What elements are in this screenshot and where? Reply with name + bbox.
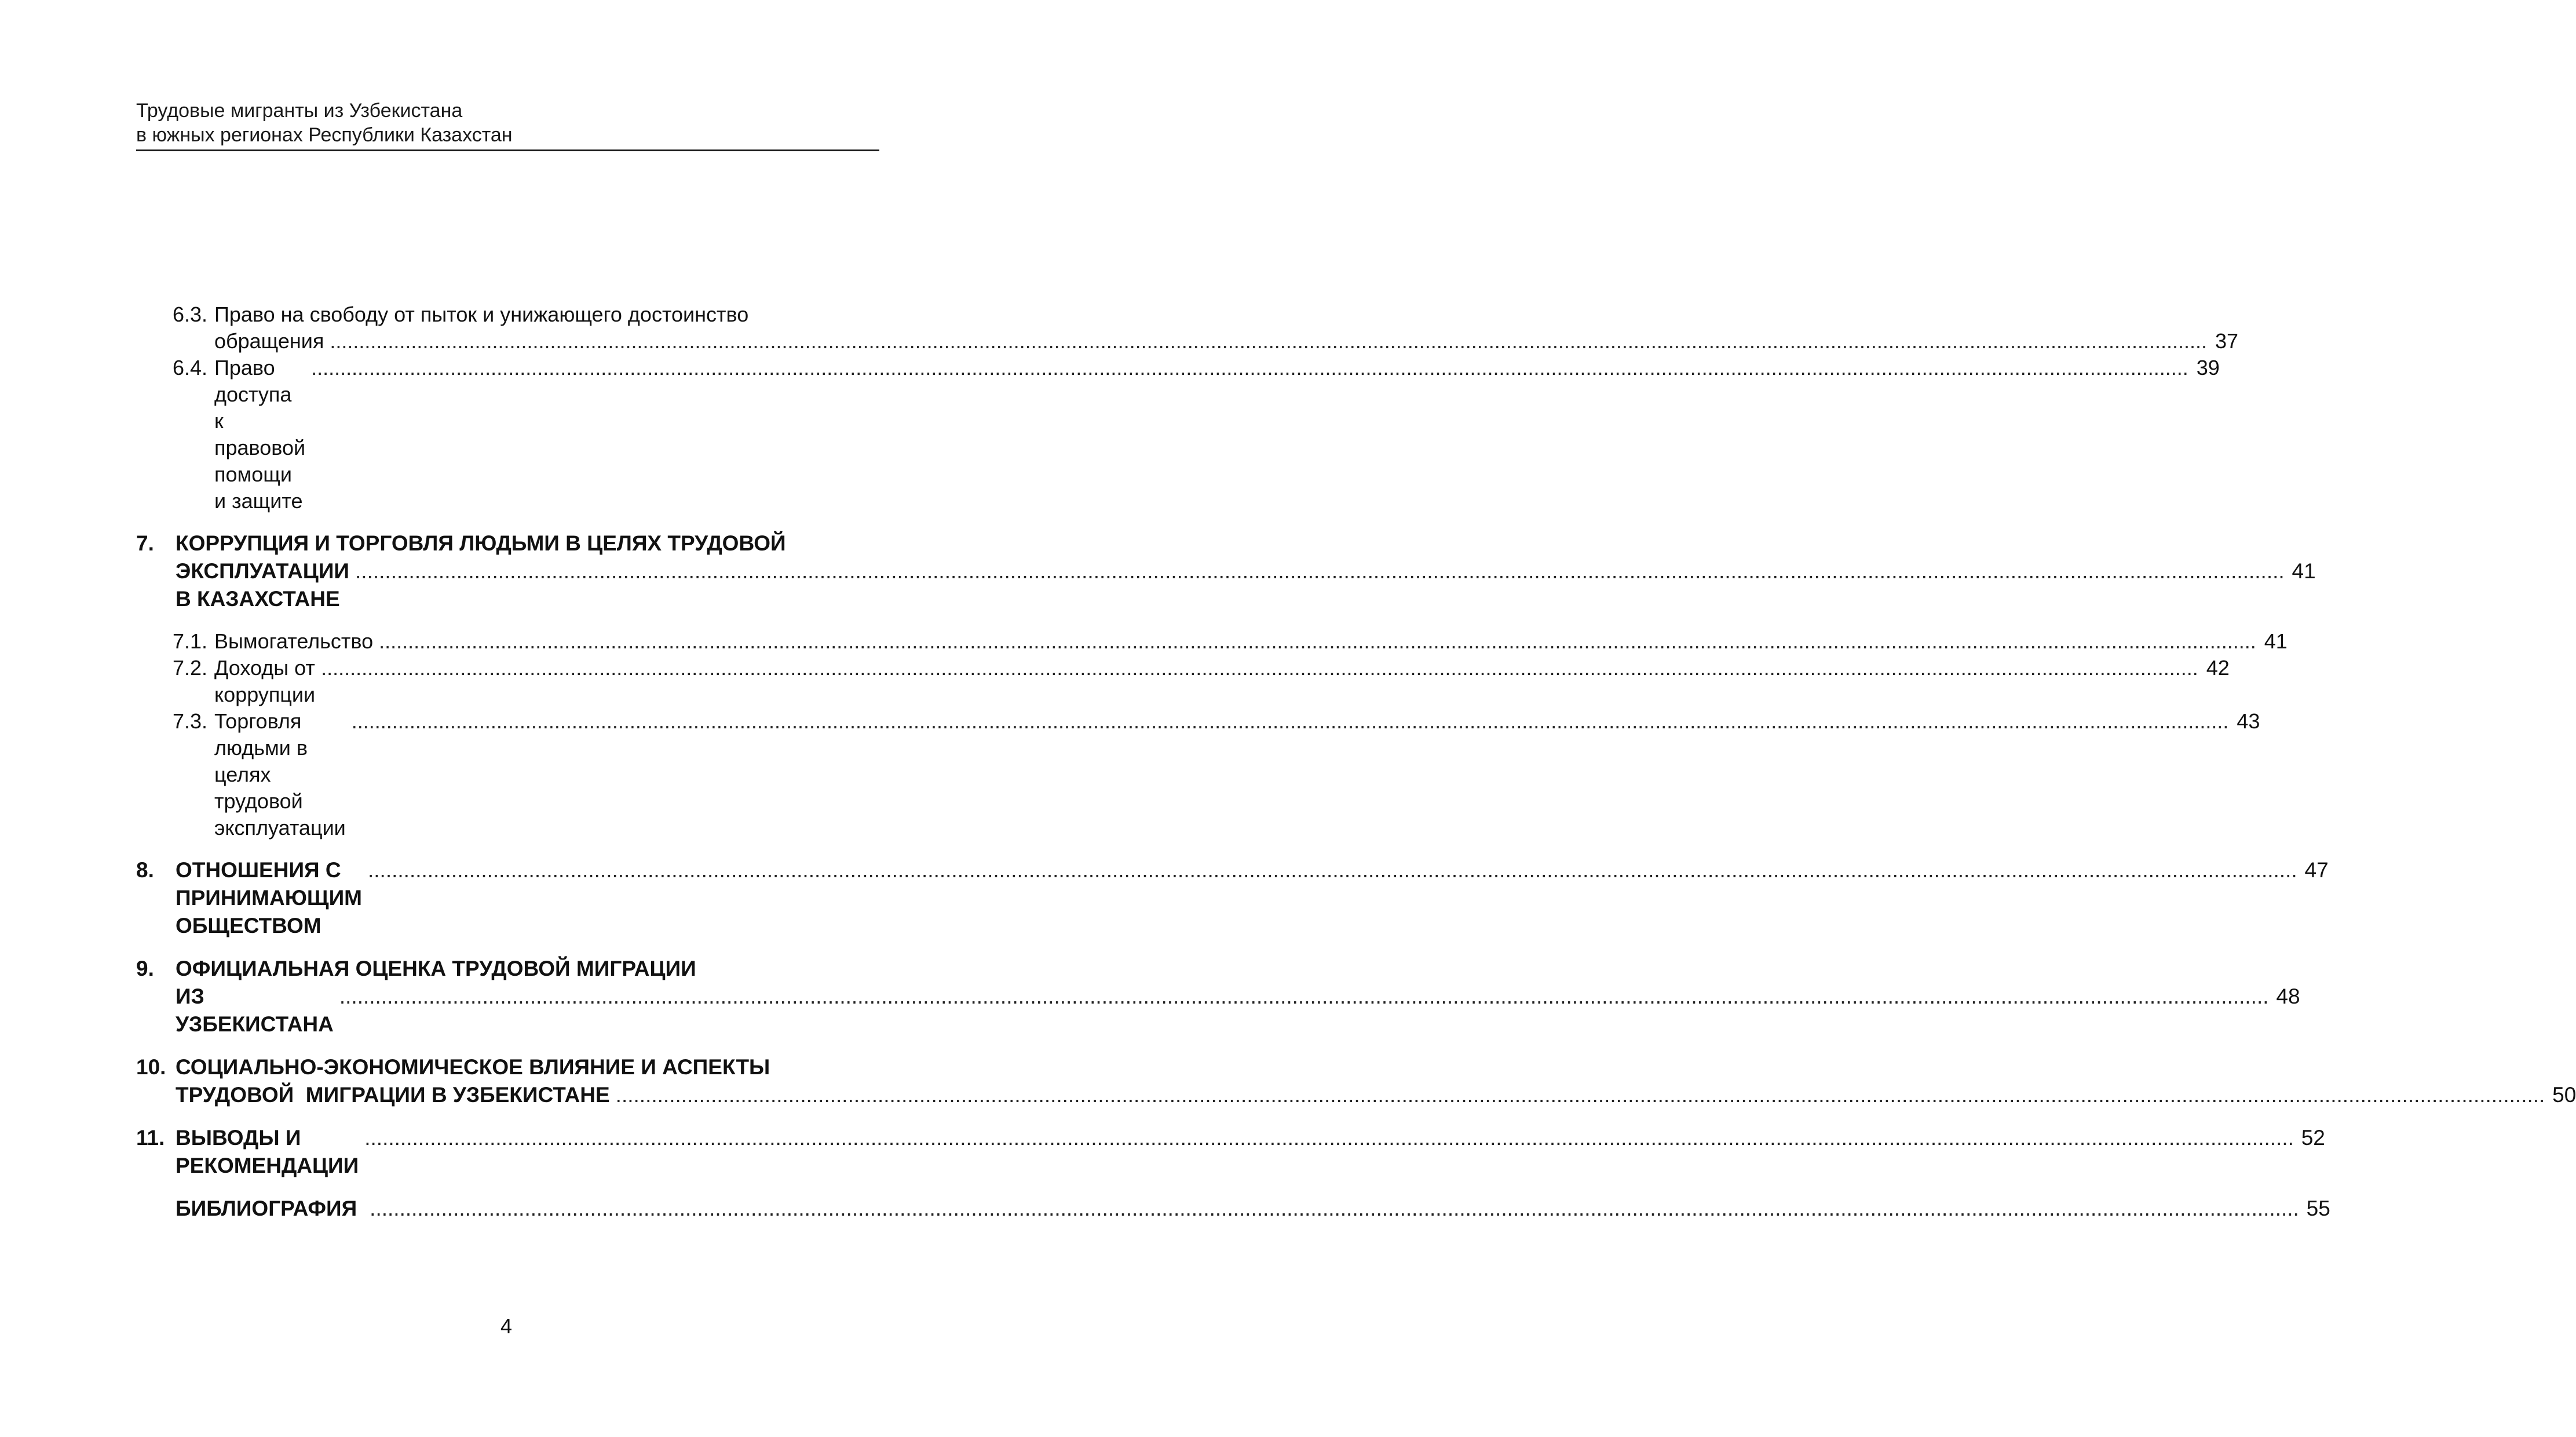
dot-leader	[355, 557, 2285, 585]
toc-entry-7-3[interactable]	[136, 708, 2260, 841]
dot-leader	[379, 628, 2256, 655]
toc-entry-bibliography[interactable]	[136, 1195, 2330, 1223]
toc-entry-number: 7.1.	[173, 629, 208, 653]
dot-leader	[330, 328, 2207, 355]
running-header-line1: Трудовые мигранты из Узбекистана	[136, 100, 463, 122]
dot-leader	[311, 355, 2188, 381]
toc-entry-11[interactable]	[136, 1124, 2325, 1180]
running-header	[136, 99, 878, 147]
toc-entry-title: Торговля людьми в целях трудовой эксплуатации	[214, 709, 346, 840]
toc-entry-page: 41	[2264, 629, 2288, 653]
toc-entry-7-1[interactable]	[136, 628, 2288, 655]
dot-leader	[321, 655, 2198, 681]
toc-entry-title: Право доступа к правовой помощи и защите	[214, 356, 306, 513]
toc-entry-title-line2: обращения	[214, 329, 324, 353]
toc-entry-page: 39	[2196, 356, 2220, 380]
toc-entry-title-line1: ОФИЦИАЛЬНАЯ ОЦЕНКА ТРУДОВОЙ МИГРАЦИИ	[176, 957, 696, 980]
toc-entry-6-4[interactable]	[136, 355, 2220, 515]
toc-entry-number: 10.	[136, 1055, 166, 1079]
toc-entry-title: Вымогательство	[214, 629, 374, 653]
toc-entry-9[interactable]	[136, 955, 2300, 1038]
toc-entry-number: 9.	[136, 957, 154, 980]
toc-entry-page: 47	[2304, 858, 2329, 882]
toc-entry-page: 48	[2276, 984, 2300, 1008]
toc-entry-title: ВЫВОДЫ И РЕКОМЕНДАЦИИ	[176, 1126, 359, 1177]
toc-entry-number: 7.2.	[173, 656, 208, 680]
toc-entry-number: 6.4.	[173, 356, 208, 380]
toc-entry-title-line2: ТРУДОВОЙ МИГРАЦИИ В УЗБЕКИСТАНЕ	[176, 1083, 610, 1107]
dot-leader	[370, 1195, 2299, 1223]
toc-entry-6-3[interactable]	[136, 301, 2239, 355]
toc-entry-title-line2: ИЗ УЗБЕКИСТАНА	[176, 984, 334, 1036]
toc-entry-title-line2: ЭКСПЛУАТАЦИИ В КАЗАХСТАНЕ	[176, 559, 350, 611]
toc-entry-number: 8.	[136, 858, 154, 882]
toc-entry-number: 11.	[136, 1126, 165, 1150]
toc-entry-number: 7.3.	[173, 709, 208, 733]
toc-entry-10[interactable]	[136, 1053, 2576, 1109]
toc-entry-number: 7.	[136, 531, 154, 555]
dot-leader	[368, 856, 2297, 884]
header-rule	[136, 149, 879, 151]
toc-entry-number: 6.3.	[173, 302, 208, 326]
dot-leader	[339, 983, 2269, 1011]
dot-leader	[352, 708, 2229, 735]
toc-entry-title-line1: КОРРУПЦИЯ И ТОРГОВЛЯ ЛЮДЬМИ В ЦЕЛЯХ ТРУДОВОЙ	[176, 531, 786, 555]
dot-leader	[364, 1124, 2294, 1152]
running-header-line2: в южных регионах Республики Казахстан	[136, 124, 513, 146]
toc-entry-page: 37	[2215, 329, 2239, 353]
toc-entry-page: 52	[2301, 1126, 2325, 1150]
table-of-contents	[136, 301, 2576, 1223]
toc-entry-7-2[interactable]	[136, 655, 2230, 708]
dot-leader	[616, 1081, 2545, 1109]
toc-entry-8[interactable]	[136, 856, 2329, 940]
toc-entry-page: 41	[2292, 559, 2316, 583]
toc-entry-page: 50	[2552, 1083, 2576, 1107]
toc-entry-page: 43	[2237, 709, 2260, 733]
toc-entry-title: ОТНОШЕНИЯ С ПРИНИМАЮЩИМ ОБЩЕСТВОМ	[176, 858, 362, 938]
toc-entry-page: 42	[2206, 656, 2230, 680]
toc-entry-page: 55	[2306, 1197, 2330, 1220]
toc-entry-title: Доходы от коррупции	[214, 656, 316, 706]
toc-entry-title-line1: Право на свободу от пыток и унижающего достоинство	[214, 302, 749, 326]
toc-entry-title: БИБЛИОГРАФИЯ	[176, 1197, 357, 1220]
page-number: 4	[500, 1314, 513, 1338]
toc-entry-7[interactable]	[136, 530, 2316, 613]
toc-entry-title-line1: СОЦИАЛЬНО-ЭКОНОМИЧЕСКОЕ ВЛИЯНИЕ И АСПЕКТЫ	[176, 1055, 770, 1079]
